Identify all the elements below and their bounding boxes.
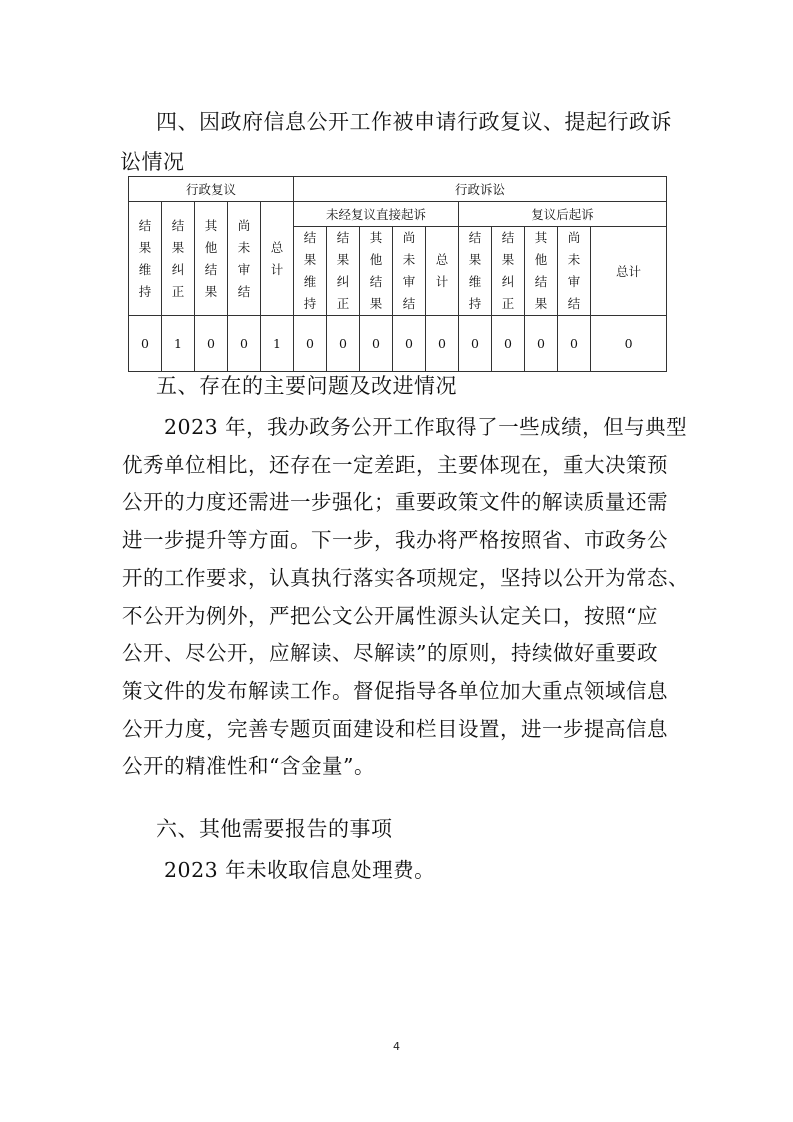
col-header-other: 其他结果	[195, 202, 228, 316]
table-cell: 1	[261, 316, 294, 372]
paragraph-line: 公开的力度还需进一步强化；重要政策文件的解读质量还需	[122, 490, 668, 515]
table-cell: 0	[393, 316, 426, 372]
section6-title: 六、其他需要报告的事项	[156, 817, 393, 841]
review-litigation-table	[128, 176, 667, 372]
table-cell: 0	[129, 316, 162, 372]
table-cell: 0	[591, 316, 667, 372]
paragraph-line: 开的工作要求，认真执行落实各项规定，坚持以公开为常态、	[122, 565, 689, 590]
col-header-corrected: 结果纠正	[492, 227, 525, 316]
paragraph-line: 2023 年未收取信息处理费。	[122, 858, 436, 882]
col-header-pending: 尚未审结	[558, 227, 591, 316]
table-cell: 0	[492, 316, 525, 372]
col-header-pending: 尚未审结	[228, 202, 261, 316]
table-cell: 0	[360, 316, 393, 372]
table-cell: 1	[162, 316, 195, 372]
col-header-total: 总计	[426, 227, 459, 316]
col-header-corrected: 结果纠正	[327, 227, 360, 316]
col-header-total: 总计	[591, 227, 667, 316]
paragraph-line: 优秀单位相比，还存在一定差距，主要体现在，重大决策预	[122, 452, 668, 477]
table-cell: 0	[459, 316, 492, 372]
table-cell: 0	[294, 316, 327, 372]
section4-title-line1: 四、因政府信息公开工作被申请行政复议、提起行政诉	[156, 110, 672, 134]
header-litigation: 行政诉讼	[294, 177, 667, 202]
section6-paragraph	[122, 852, 682, 890]
col-header-total: 总计	[261, 202, 294, 316]
col-header-other: 其他结果	[360, 227, 393, 316]
subheader-after-review: 复议后起诉	[459, 202, 667, 227]
paragraph-line: 公开力度，完善专题页面建设和栏目设置，进一步提高信息	[122, 716, 668, 741]
table-cell: 0	[195, 316, 228, 372]
table-cell: 0	[558, 316, 591, 372]
col-header-upheld: 结果维持	[294, 227, 327, 316]
col-header-other: 其他结果	[525, 227, 558, 316]
paragraph-line: 不公开为例外，严把公文公开属性源头认定关口，按照“应	[122, 603, 658, 628]
paragraph-line: 进一步提升等方面。下一步，我办将严格按照省、市政务公	[122, 528, 668, 553]
table-cell: 0	[228, 316, 261, 372]
col-header-corrected: 结果纠正	[162, 202, 195, 316]
col-header-upheld: 结果维持	[459, 227, 492, 316]
page-number: 4	[393, 1040, 400, 1053]
col-header-upheld: 结果维持	[129, 202, 162, 316]
paragraph-line: 策文件的发布解读工作。督促指导各单位加大重点领域信息	[122, 678, 668, 703]
paragraph-line: 公开的精准性和“含金量”。	[122, 754, 375, 779]
section5-paragraph	[122, 409, 689, 786]
table-cell: 0	[525, 316, 558, 372]
section4-title-line2: 讼情况	[120, 150, 185, 174]
header-admin-review: 行政复议	[129, 177, 294, 202]
table-cell: 0	[327, 316, 360, 372]
col-header-pending: 尚未审结	[393, 227, 426, 316]
paragraph-line: 2023 年，我办政务公开工作取得了一些成绩，但与典型	[122, 415, 688, 439]
table-cell: 0	[426, 316, 459, 372]
subheader-direct-suit: 未经复议直接起诉	[294, 202, 459, 227]
paragraph-line: 公开、尽公开，应解读、尽解读”的原则，持续做好重要政	[122, 641, 658, 666]
section5-title: 五、存在的主要问题及改进情况	[156, 374, 457, 398]
